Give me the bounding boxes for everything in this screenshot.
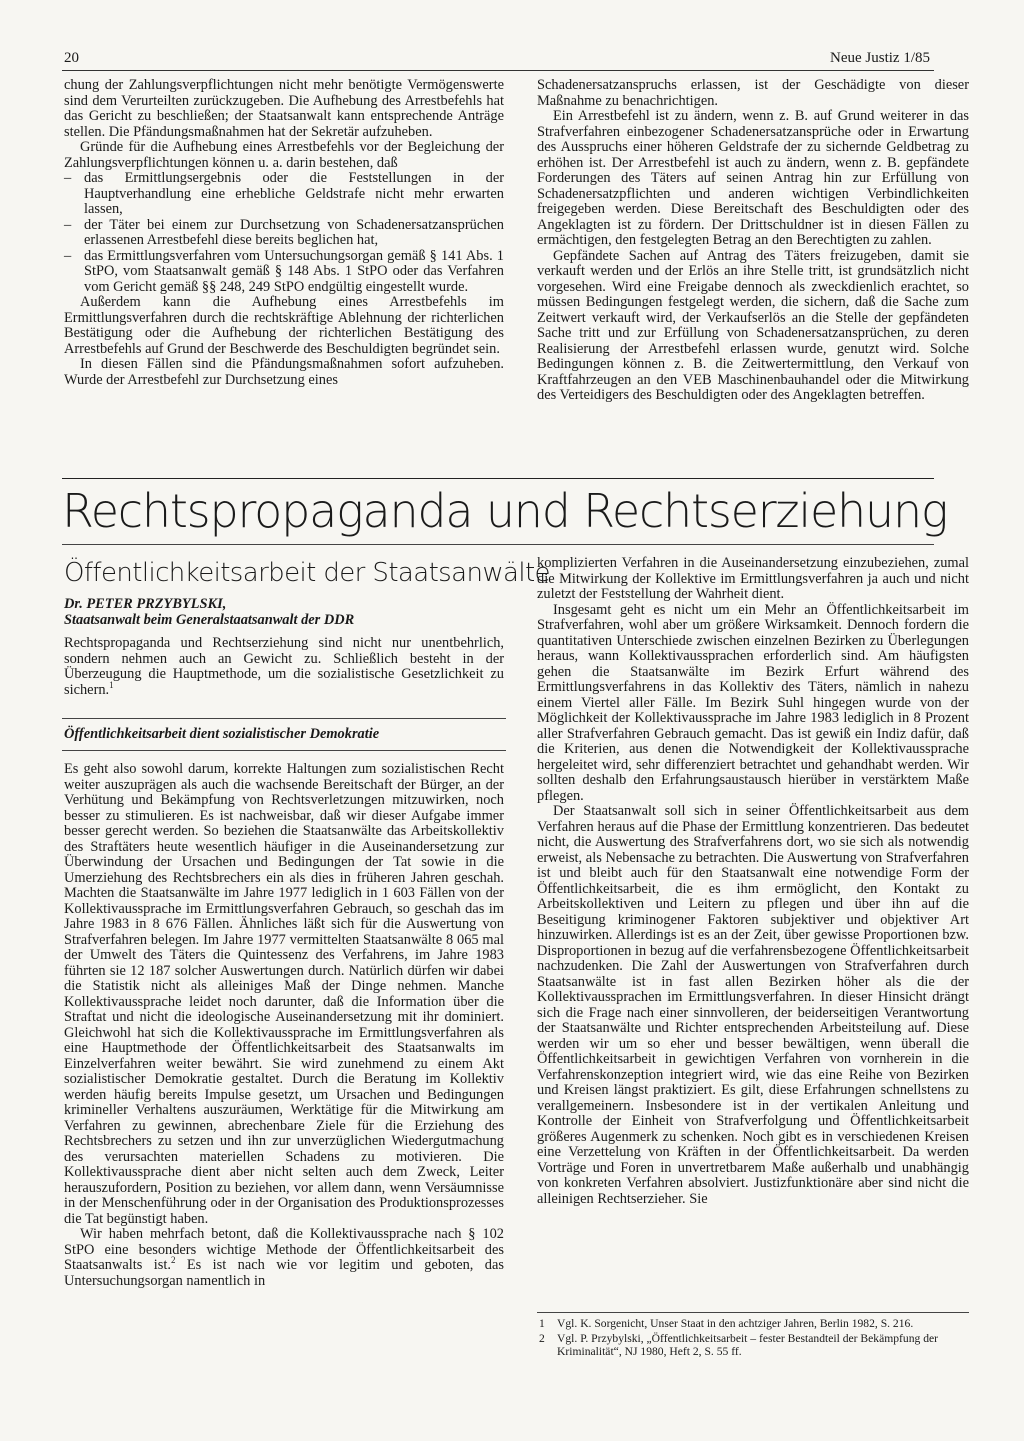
paragraph: In diesen Fällen sind die Pfändungsmaßnahmen sofort aufzuheben. Wurde der Arrestbefehl zur Durchsetzung eines <box>64 356 504 388</box>
paragraph-text: Wir haben mehrfach betont, daß die Kollektivaussprache nach § 102 StPO eine besonders wichtige Methode der Öffentlichkeitsarbeit des Staatsanwalts ist. <box>64 1226 504 1273</box>
paragraph: chung der Zahlungsverpflichtungen nicht mehr benötigte Vermögenswerte sind dem Verurteilten zurückzugeben. Die Aufhebung des Arrestbefehls hat das Gericht zu beschließen; der Staatsanwalt kann entsprechende Anträge stellen. Die Pfändungsmaßnahmen hat der Sekretär aufzuheben. <box>64 77 504 140</box>
paragraph: Der Staatsanwalt soll sich in seiner Öffentlichkeitsarbeit aus dem Verfahren heraus auf die Phase der Ermittlung konzentrieren. Das bedeutet nicht, die Auswertung des Strafverfahrens dort, wo sie sich als notwendig erweist, als Nebensache zu betrachten. Die Auswertung von Strafverfahren ist und bleibt auch für den Staatsanwalt eine notwendige Form der Öffentlichkeitsarbeit, die es ihm ermöglicht, den Kontakt zu Arbeitskollektiven und Leitern zu pflegen und über ihn auf die Beseitigung kriminogener Faktoren subjektiver und objektiver Art hinzuwirken. Allerdings ist es an der Zeit, über gewisse Proportionen bzw. Disproportionen in bezug auf die verfahrensbezogene Öffentlichkeitsarbeit nachzudenken. Die Zahl der Auswertungen von Strafverfahren durch Staatsanwälte ist in fast allen Bezirken höher als die der Kollektivaussprachen im Ermittlungsverfahren. In dieser Hinsicht drängt sich die Frage nach einer sinnvolleren, der beiderseitigen Verantwortung der Staatsanwälte und Richter entsprechenden Arbeitsteilung auf. Diese werden wir um so eher und besser bewältigen, wenn überall die Öffentlichkeitsarbeit in gewichtigen Verfahren von vornherein in die Verfahrenskonzeption integriert wird, wie das eine Reihe von Bezirken und Kreisen längst praktiziert. Es gilt, diese Erfahrungen schnellstens zu verallgemeinern. Insbesondere ist in der vertikalen Anleitung und Kontrolle der Einheit von Strafverfolgung und Öffentlichkeitsarbeit größeres Augenmerk zu schenken. Noch gibt es in verschiedenen Kreisen eine Verzettelung von Kräften in der Öffentlichkeitsarbeit. Da werden Vorträge und Foren in unvertretbarem Maße außerhalb und unabhängig von konkreten Verfahren absolviert. Justizfunktionäre aber sind nicht die alleinigen Rechtserzieher. Sie <box>537 803 969 1207</box>
footnotes <box>537 1317 969 1360</box>
list-item: – das Ermittlungsverfahren vom Untersuchungsorgan gemäß § 141 Abs. 1 StPO, vom Staatsanwalt gemäß § 148 Abs. 1 StPO oder das Verfahren vom Gericht gemäß §§ 248, 249 StPO endgültig eingestellt wurde. <box>64 249 504 296</box>
footnote-rule <box>537 1312 969 1313</box>
paragraph: Schadenersatzanspruchs erlassen, ist der Geschädigte von dieser Maßnahme zu benachrichtigen. <box>537 77 969 109</box>
lead-paragraph <box>64 636 504 698</box>
footnote-text: Vgl. P. Przybylski, „Öffentlichkeitsarbeit – fester Bestandteil der Bekämpfung der Kriminalität“, NJ 1980, Heft 2, S. 55 ff. <box>557 1332 938 1358</box>
article-title: Öffentlichkeitsarbeit der Staatsanwälte <box>64 558 550 588</box>
paragraph: Gepfändete Sachen auf Antrag des Täters freizugeben, damit sie verkauft werden und der Erlös an ihre Stelle tritt, ist grundsätzlich nicht vorgesehen. Wird eine Freigabe dennoch als zweckdienlich erachtet, so müssen Bedingungen festgelegt werden, die sichern, daß die Sache zum Zeitwert verkauft wird, der Verkaufserlös an die Stelle der gepfändeten Sache tritt und zur Erfüllung von Schadenersatzansprüchen, zu deren Realisierung der Arrestbefehl erlassen wurde, genutzt wird. Solche Bedingungen können z. B. die Zeitwertermittlung, den Verkauf von Kraftfahrzeugen an den VEB Maschinenbauhandel oder die Mitwirkung des Verteidigers des Beschuldigten oder des Angeklagten betreffen. <box>537 247 969 403</box>
list-item: – der Täter bei einem zur Durchsetzung von Schadenersatzansprüchen erlassenen Arrestbefehl diese bereits beglichen hat, <box>64 218 504 249</box>
footnote-ref: 2 <box>170 1255 176 1266</box>
paragraph: Insgesamt geht es nicht um ein Mehr an Öffentlichkeitsarbeit im Strafverfahren, wohl aber um größere Wirksamkeit. Dennoch fordern die quantitativen Unterschiede zwischen einzelnen Bezirken zu Überlegungen heraus, wann Kollektivaussprachen erforderlich sind. Am häufigsten gehen die Staatsanwälte im Bezirk Erfurt während des Ermittlungsverfahrens in das Kollektiv des Täters, nämlich in nahezu einem Viertel aller Fälle. Im Bezirk Suhl hingegen wurde von der Möglichkeit der Kollektivaussprache im Jahre 1983 lediglich in 8 Prozent aller Strafverfahren Gebrauch gemacht. Das ist gewiß ein Indiz dafür, daß die Kriterien, aus denen die Notwendigkeit der Kollektivaussprache hergeleitet wird, sehr differenziert betrachtet und gehandhabt werden. Wir sollten deshalb den Erfahrungsaustausch hierüber in verstärktem Maße pflegen. <box>537 601 969 804</box>
author <box>64 596 504 628</box>
footnote <box>537 1317 969 1330</box>
section-rule <box>62 478 934 479</box>
footnote-number: 1 <box>539 1317 545 1330</box>
author-role: Staatsanwalt beim Generalstaatsanwalt der DDR <box>64 612 355 628</box>
subheading-rule-bottom <box>62 750 506 751</box>
continued-text-right-column <box>537 78 969 404</box>
paragraph: komplizierten Verfahren in die Auseinandersetzung einzubeziehen, zumal die Mitwirkung der Kollektive im Ermittlungsverfahren ja auch und nicht zuletzt der Feststellung der Wahrheit dient. <box>537 555 969 602</box>
list-item: – das Ermittlungsergebnis oder die Feststellungen in der Hauptverhandlung eine erhebliche Geldstrafe nicht mehr erwarten lassen, <box>64 171 504 218</box>
reasons-list <box>64 171 504 295</box>
footnote <box>537 1332 969 1358</box>
article-right-column <box>537 556 969 1207</box>
section-title-rule <box>62 544 934 545</box>
section-title: Rechtspropaganda und Rechtserziehung <box>62 484 948 538</box>
page-number: 20 <box>64 50 79 66</box>
paragraph <box>64 1227 504 1289</box>
footnote-ref: 1 <box>109 679 114 690</box>
subheading: Öffentlichkeitsarbeit dient sozialistischer Demokratie <box>64 726 380 742</box>
footnote-number: 2 <box>539 1332 545 1345</box>
header-rule <box>62 70 934 71</box>
lead-text: Rechtspropaganda und Rechtserziehung sind nicht nur unentbehrlich, sondern nehmen auch an Gewicht zu. Schließlich besteht in der Überzeugung die Hauptmethode, um die sozialistische Gesetzlichkeit zu sichern. <box>64 635 504 698</box>
subheading-rule-top <box>62 718 506 719</box>
paragraph: Gründe für die Aufhebung eines Arrestbefehls vor der Begleichung der Zahlungsverpflichtungen können u. a. darin bestehen, daß <box>64 139 504 171</box>
paragraph: Außerdem kann die Aufhebung eines Arrestbefehls im Ermittlungsverfahren durch die rechtskräftige Ablehnung der richterlichen Bestätigung oder die Aufhebung der richterlichen Bestätigung des Arrestbefehls auf Grund der Beschwerde des Beschuldigten begründet sein. <box>64 294 504 357</box>
paragraph-text: Es ist nach wie vor legitim und geboten, das Untersuchungsorgan namentlich in <box>64 1257 504 1289</box>
footnote-text: Vgl. K. Sorgenicht, Unser Staat in den achtziger Jahren, Berlin 1982, S. 216. <box>557 1317 914 1330</box>
paragraph: Es geht also sowohl darum, korrekte Haltungen zum sozialistischen Recht weiter auszuprägen als auch die wachsende Bereitschaft der Bürger, an der Verhütung und Bekämpfung von Rechtsverletzungen mitzuwirken, noch besser zu stimulieren. Es ist nachweisbar, daß wir dieser Aufgabe immer besser gerecht werden. So beziehen die Staatsanwälte das Arbeitskollektiv des Straftäters heute wesentlich häufiger in die Auseinandersetzung zur Überwindung der Ursachen und Bedingungen der Tat sowie in die Umerziehung des Rechtsbrechers ein als dies in früheren Jahren geschah. Machten die Staatsanwälte im Jahre 1977 lediglich in 1 603 Fällen von der Kollektivaussprache im Ermittlungsverfahren Gebrauch, so geschah das im Jahre 1983 in 8 676 Fällen. Ähnliches läßt sich für die Auswertung von Strafverfahren belegen. Im Jahre 1977 vermittelten Staatsanwälte 8 065 mal der Umwelt des Täters die Quintessenz des Verfahrens, im Jahre 1983 führten sie 12 187 solcher Auswertungen durch. Natürlich dürfen wir dabei die Statistik nicht als alleiniges Maß der Dinge nehmen. Manche Kollektivaussprache leidet noch darunter, daß die Information über die Straftat und nicht die ideologische Auseinandersetzung mit ihr dominiert. Gleichwohl hat sich die Kollektivaussprache im Ermittlungsverfahren als eine Hauptmethode der Öffentlichkeitsarbeit des Staatsanwalts im Einzelverfahren weiter bewährt. Sie wird zunehmend zu einem Akt sozialistischer Demokratie gestaltet. Durch die Beratung im Kollektiv werden häufig bereits Impulse gesetzt, um Ursachen und Bedingungen krimineller Verhaltens auszuräumen, Werktätige für die Mitwirkung am Verfahren zu gewinnen, abrechenbare Ziele für die Erziehung des Rechtsbrechers zu setzen und ihn zur unverzüglichen Wiedergutmachung des verursachten materiellen Schadens zu motivieren. Die Kollektivaussprache dient aber nicht selten auch dem Zweck, Leiter herauszufordern, Position zu beziehen, vor allem dann, wenn Versäumnisse in der Menschenführung oder in der Organisation des Produktionsprozesses die Tat begünstigt haben. <box>64 761 504 1227</box>
author-name: Dr. PETER PRZYBYLSKI, <box>64 596 227 612</box>
paragraph: Ein Arrestbefehl ist zu ändern, wenn z. B. auf Grund weiterer in das Strafverfahren einbezogener Schadenersatzansprüche oder in Erwartung des Ausspruchs einer höheren Geldstrafe der zu sichernde Geldbetrag zu erhöhen ist. Der Arrestbefehl ist auch zu ändern, wenn z. B. gepfändete Forderungen des Täters auf seinen Antrag hin zur Erfüllung von Schadenersatzpflichten und anderen wichtigen Verbindlichkeiten freigegeben werden. Diese Bereitschaft des Beschuldigten oder des Angeklagten ist zu fördern. Der Drittschuldner ist in diesen Fällen zu ermächtigen, den festgelegten Betrag an den Berechtigten zu zahlen. <box>537 108 969 248</box>
article-lead <box>64 636 504 698</box>
journal-issue: Neue Justiz 1/85 <box>830 50 930 66</box>
continued-text-left-column <box>64 78 504 388</box>
article-left-column <box>64 762 504 1289</box>
